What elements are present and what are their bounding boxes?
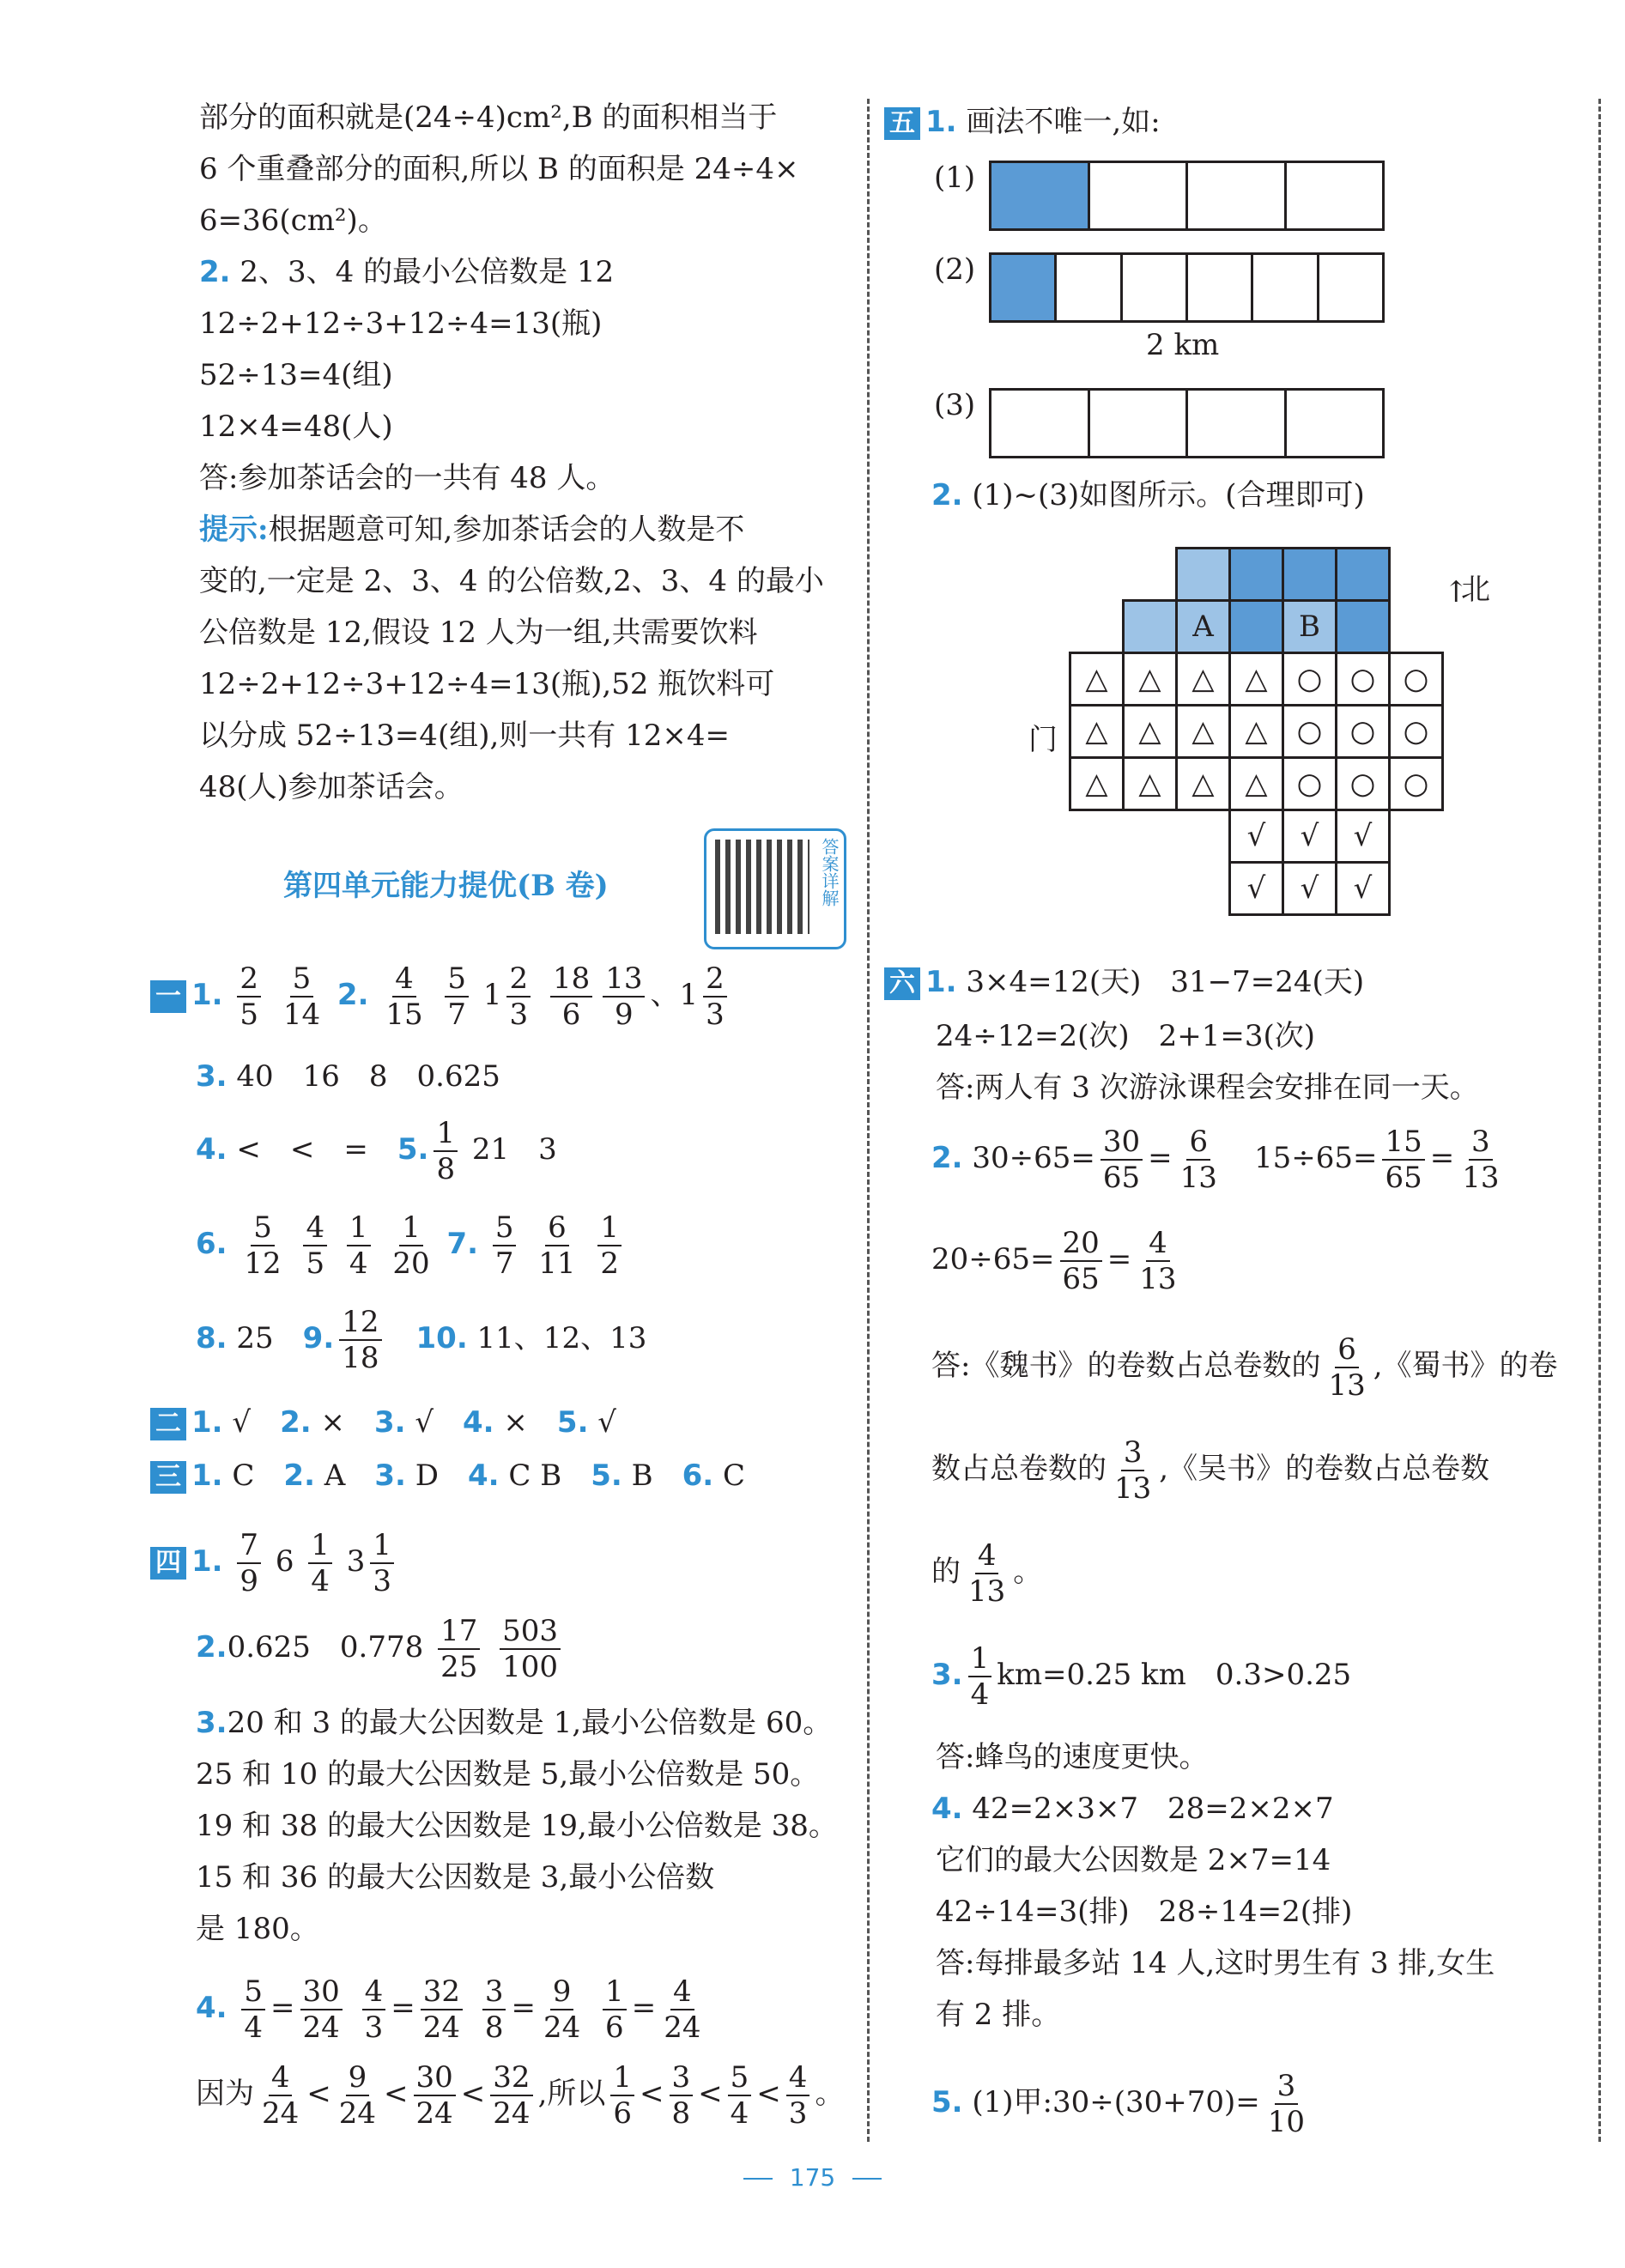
circle-icon: ○ — [1282, 756, 1337, 811]
fraction: $\frac{17}{25}$ — [438, 1614, 480, 1684]
s6-q2-l2: 20÷65= $\frac{20}{65}$ = $\frac{4}{13}$ — [931, 1226, 1177, 1296]
check-icon: √ — [1228, 861, 1284, 916]
text: 11、12、13 — [476, 1321, 647, 1355]
bar-label: (2) — [934, 252, 976, 287]
text-line: 是 180。 — [196, 1912, 319, 1946]
section-label: 三 — [150, 1461, 186, 1494]
answer-line: 答:两人有 3 次游泳课程会安排在同一天。 — [936, 1070, 1479, 1105]
circle-icon: ○ — [1335, 704, 1391, 759]
check-icon: √ — [1228, 809, 1284, 864]
fraction: $\frac{12}{18}$ — [339, 1305, 381, 1375]
right-divider — [1598, 99, 1601, 2142]
text-line: 19 和 38 的最大公因数是 19,最小公倍数是 38。 — [196, 1809, 838, 1843]
fraction: $\frac{2}{5}$ — [237, 961, 261, 1032]
s4-row2: 2.0.625 0.778 $\frac{17}{25}$ $\frac{503}{100}$ — [196, 1614, 566, 1684]
s1-row3 — [196, 1116, 557, 1186]
triangle-icon: △ — [1069, 652, 1125, 706]
s5-q1: 五 1. 画法不唯一,如: — [884, 103, 1161, 141]
text-line: 6=36(cm²)。 — [199, 203, 387, 238]
s1-row4 — [196, 1210, 627, 1281]
text-line: 它们的最大公因数是 2×7=14 — [936, 1843, 1331, 1877]
s6-q2-ans2: 数占总卷数的 $\frac{3}{13}$ ,《吴书》的卷数占总卷数 — [931, 1435, 1490, 1506]
circle-icon: ○ — [1282, 652, 1337, 706]
s6-q2-ans3: 的 $\frac{4}{13}$ 。 — [931, 1538, 1043, 1609]
hint-label: 提示: — [199, 512, 269, 547]
seat-blue — [1122, 599, 1178, 654]
s5-q2: 2. (1)~(3)如图所示。(合理即可) — [931, 478, 1365, 512]
section-label: 五 — [884, 107, 920, 140]
text: 21 3 — [471, 1132, 557, 1167]
door-label: 门 — [1028, 723, 1058, 757]
bar-diagram-2 — [989, 252, 1385, 323]
text: 25 — [236, 1321, 274, 1355]
section-label: 四 — [150, 1547, 186, 1580]
text-line: 15 和 36 的最大公因数是 3,最小公倍数 — [196, 1860, 715, 1895]
triangle-icon: △ — [1175, 652, 1231, 706]
text-line: 以分成 52÷13=4(组),则一共有 12×4= — [199, 719, 730, 753]
fraction: $\frac{6}{11}$ — [538, 1210, 576, 1281]
check-icon: √ — [1282, 861, 1337, 916]
hint-line — [199, 511, 744, 549]
qr-tag: 答案详解 — [819, 838, 840, 907]
fraction: $\frac{2}{3}$ — [703, 961, 727, 1032]
answer-line: 答:蜂鸟的速度更快。 — [936, 1740, 1209, 1774]
s2-row: 二 1. √ 2. × 3. √ 4. × 5. √ — [150, 1404, 616, 1441]
text-line: 部分的面积就是(24÷4)cm²,B 的面积相当于 — [199, 100, 778, 135]
question-number: 6. — [196, 1227, 227, 1261]
question-number: 7. — [446, 1227, 479, 1261]
s4-row1: 四 1. $\frac{7}{9}$ 6 $\frac{1}{4}$ 3 $\frac{1}{3}$ — [150, 1528, 399, 1598]
circle-icon: ○ — [1282, 704, 1337, 759]
circle-icon: ○ — [1335, 756, 1391, 811]
section-label: 一 — [150, 980, 186, 1013]
s6-q3: 3. $\frac{1}{4}$ km=0.25 km 0.3>0.25 — [931, 1641, 1352, 1712]
s4-row3: 3.20 和 3 的最大公因数是 1,最小公倍数是 60。 — [196, 1706, 833, 1740]
seat-blue — [1282, 547, 1337, 602]
question-number: 3. — [196, 1059, 227, 1094]
s6-q4: 4. 42=2×3×7 28=2×2×7 — [931, 1792, 1334, 1826]
q2-line — [199, 253, 614, 291]
question-number: 2. — [199, 255, 231, 289]
s6-q2-l1: 2. 30÷65= $\frac{30}{65}$ = $\frac{6}{13}$ 15÷65= $\frac{15}{65}$ = $\frac{3}{13}$ — [931, 1125, 1500, 1195]
north-arrow-icon: ↑ — [1444, 575, 1469, 609]
triangle-icon: △ — [1228, 704, 1284, 759]
triangle-icon: △ — [1228, 756, 1284, 811]
fraction: $\frac{18}{6}$ — [550, 961, 592, 1032]
s1-row5 — [196, 1305, 646, 1375]
fraction: $\frac{5}{7}$ — [445, 961, 469, 1032]
s4-row4: 4. $\frac{5}{4}$ = $\frac{30}{24}$ $\frac{4}{3}$ = $\frac{32}{24}$ $\frac{3}{8}$ = $\frac{9}{24}$ $\frac{1}{6}$ = $\frac{4}{24}$ — [196, 1974, 701, 2045]
fraction: $\frac{1}{8}$ — [434, 1116, 458, 1186]
bar-label: (1) — [934, 161, 976, 195]
qr-code-icon — [715, 840, 809, 934]
section-label: 二 — [150, 1408, 186, 1440]
text: 1 — [482, 978, 502, 1012]
question-number: 4. — [196, 1132, 227, 1167]
seat-blue — [1228, 547, 1284, 602]
triangle-icon: △ — [1175, 704, 1231, 759]
text-line: 42÷14=3(排) 28÷14=2(排) — [936, 1895, 1353, 1929]
s1-row1 — [150, 961, 732, 1032]
check-icon: √ — [1282, 809, 1337, 864]
triangle-icon: △ — [1069, 704, 1125, 759]
triangle-icon: △ — [1122, 652, 1178, 706]
circle-icon: ○ — [1335, 652, 1391, 706]
fraction: $\frac{1}{20}$ — [392, 1210, 430, 1281]
seat-blue: B — [1282, 599, 1337, 654]
seat-blue — [1175, 547, 1231, 602]
fraction: $\frac{503}{100}$ — [500, 1614, 561, 1684]
triangle-icon: △ — [1228, 652, 1284, 706]
s1-row2 — [196, 1058, 500, 1095]
fraction: $\frac{5}{14}$ — [282, 961, 321, 1032]
column-divider — [867, 99, 870, 2142]
fraction: $\frac{1}{4}$ — [347, 1210, 371, 1281]
check-icon: √ — [1335, 809, 1391, 864]
s6-q1-l1: 六 1. 3×4=12(天) 31−7=24(天) — [884, 963, 1364, 1001]
text-line: 变的,一定是 2、3、4 的公倍数,2、3、4 的最小 — [199, 564, 824, 598]
page-number: 175 — [0, 2163, 1625, 2192]
circle-icon: ○ — [1388, 652, 1444, 706]
fraction: $\frac{5}{7}$ — [493, 1210, 517, 1281]
qr-code[interactable] — [704, 828, 846, 949]
s6-q5: 5. (1)甲:30÷(30+70)= $\frac{3}{10}$ — [931, 2069, 1306, 2139]
fraction: $\frac{13}{9}$ — [603, 961, 645, 1032]
fraction: $\frac{1}{2}$ — [597, 1210, 622, 1281]
section-label: 六 — [884, 967, 920, 1000]
question-number: 5. — [397, 1132, 429, 1167]
text-line: 24÷12=2(次) 2+1=3(次) — [936, 1019, 1316, 1053]
seat-blue — [1335, 547, 1391, 602]
question-number: 9. — [302, 1321, 335, 1355]
text: 1 — [679, 978, 699, 1012]
bar-diagram-3 — [989, 388, 1385, 458]
text-line: 公倍数是 12,假设 12 人为一组,共需要饮料 — [199, 616, 758, 650]
text-line: 25 和 10 的最大公因数是 5,最小公倍数是 50。 — [196, 1757, 820, 1792]
fraction: $\frac{1}{3}$ — [370, 1528, 394, 1598]
circle-icon: ○ — [1388, 704, 1444, 759]
fraction: $\frac{1}{4}$ — [308, 1528, 332, 1598]
seat-blue — [1335, 599, 1391, 654]
fraction: $\frac{5}{12}$ — [244, 1210, 282, 1281]
question-number: 2. — [337, 978, 369, 1012]
unit-title: 第四单元能力提优(B 卷) — [283, 869, 609, 903]
fraction: $\frac{7}{9}$ — [237, 1528, 261, 1598]
question-number: 1. — [191, 978, 223, 1012]
text-line: 48(人)参加茶话会。 — [199, 770, 464, 804]
s6-q2-ans1: 答:《魏书》的卷数占总卷数的 $\frac{6}{13}$ ,《蜀书》的卷 — [931, 1332, 1558, 1403]
north-label: 北 — [1461, 573, 1490, 607]
s4-row5: 因为 $\frac{4}{24}$ < $\frac{9}{24}$ < $\frac{30}{24}$ < $\frac{32}{24}$ ,所以 $\frac{1}{6}$ < $\frac{3}{8}$ < $\frac{5}{4}$ < $\frac{4}{3}$ 。 — [196, 2060, 845, 2131]
bar-caption: 2 km — [1146, 328, 1220, 362]
bar-diagram-1 — [989, 161, 1385, 231]
answer-line: 答:参加茶话会的一共有 48 人。 — [199, 461, 615, 495]
text-line: 12÷2+12÷3+12÷4=13(瓶),52 瓶饮料可 — [199, 667, 775, 701]
fraction: $\frac{4}{5}$ — [303, 1210, 327, 1281]
text-line: 52÷13=4(组) — [199, 358, 393, 392]
text-line: 有 2 排。 — [936, 1998, 1061, 2032]
triangle-icon: △ — [1069, 756, 1125, 811]
fraction: $\frac{2}{3}$ — [506, 961, 531, 1032]
s3-row: 三 1. C 2. A 3. D 4. C B 5. B 6. C — [150, 1457, 745, 1495]
text: < < = — [236, 1132, 368, 1167]
text: 、 — [650, 978, 680, 1012]
text-line: 12×4=48(人) — [199, 409, 393, 444]
check-icon: √ — [1335, 861, 1391, 916]
text: 2、3、4 的最小公倍数是 12 — [240, 255, 615, 289]
text: 根据题意可知,参加茶话会的人数是不 — [268, 512, 745, 547]
triangle-icon: △ — [1175, 756, 1231, 811]
question-number: 8. — [196, 1321, 227, 1355]
triangle-icon: △ — [1122, 756, 1178, 811]
circle-icon: ○ — [1388, 756, 1444, 811]
triangle-icon: △ — [1122, 704, 1178, 759]
text: 40 16 8 0.625 — [236, 1059, 500, 1094]
text-line: 12÷2+12÷3+12÷4=13(瓶) — [199, 306, 603, 341]
seat-blue: A — [1175, 599, 1231, 654]
answer-line: 答:每排最多站 14 人,这时男生有 3 排,女生 — [936, 1946, 1495, 1980]
text-line: 6 个重叠部分的面积,所以 B 的面积是 24÷4× — [199, 152, 799, 186]
fraction: $\frac{4}{15}$ — [385, 961, 423, 1032]
question-number: 10. — [415, 1321, 468, 1355]
bar-label: (3) — [934, 388, 976, 422]
seat-blue — [1228, 599, 1284, 654]
